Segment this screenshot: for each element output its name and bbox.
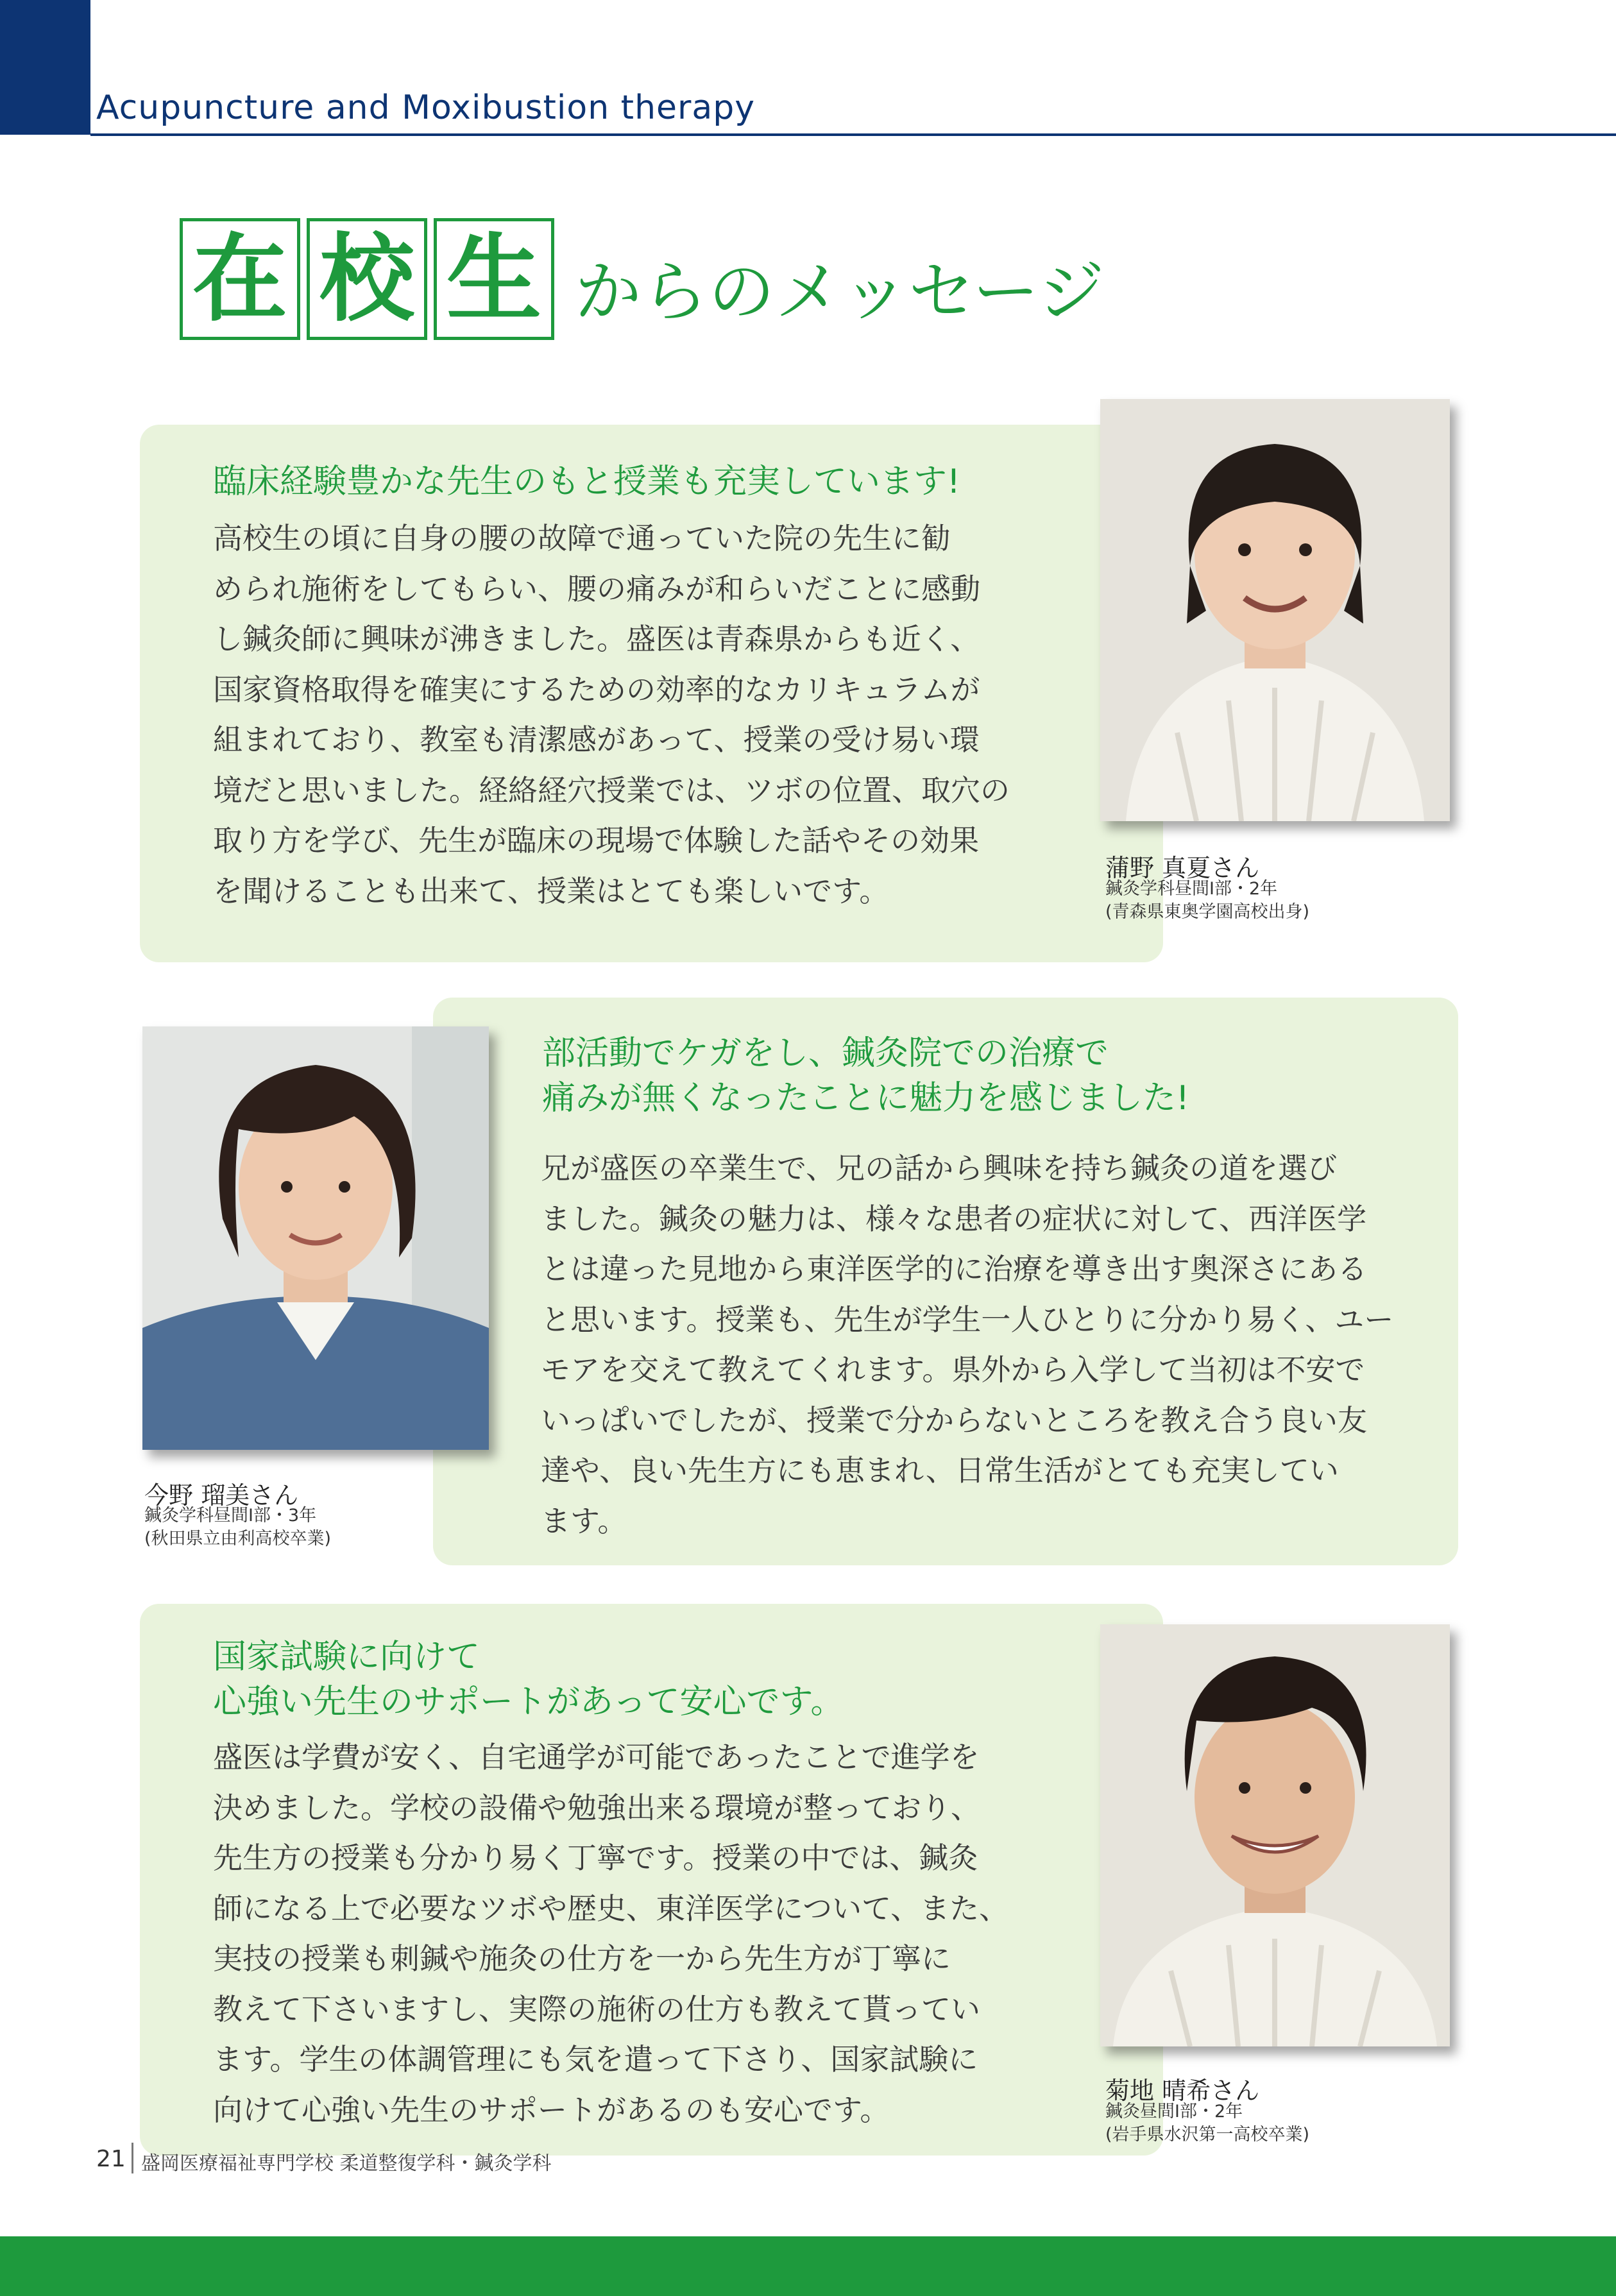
student-meta-2 — [144, 1504, 331, 1551]
header-corner-block — [0, 0, 90, 135]
title-rest: からのメッセージ — [575, 253, 1105, 331]
body-line: ます。学生の体調管理にも気を遣って下さり、国家試験に — [213, 2042, 978, 2077]
heading-line: 部活動でケガをし、鍼灸院での治療で — [542, 1034, 1109, 1073]
title-kanji-1: 在 — [180, 218, 300, 340]
heading-line: 心強い先生のサポートがあって安心です。 — [213, 1683, 844, 1721]
message-heading-2 — [542, 1031, 1189, 1121]
header-rule — [90, 133, 1616, 136]
body-line: ました。鍼灸の魅力は、様々な患者の症状に対して、西洋医学 — [541, 1201, 1367, 1236]
body-line: し鍼灸師に興味が沸きました。盛医は青森県からも近く、 — [213, 622, 980, 656]
student-school-2: (秋田県立由利高校卒業) — [144, 1529, 332, 1549]
student-course-2: 鍼灸学科昼間I部・3年 — [144, 1506, 317, 1526]
title-kanji-2: 校 — [307, 218, 427, 340]
body-line: 高校生の頃に自身の腰の故障で通っていた院の先生に勧 — [213, 521, 951, 556]
student-school-3: (岩手県水沢第一高校卒業) — [1105, 2125, 1310, 2145]
footer-school-name: 盛岡医療福祉専門学校 柔道整復学科・鍼灸学科 — [141, 2152, 552, 2175]
heading-line: 臨床経験豊かな先生のもと授業も充実しています! — [213, 463, 960, 501]
body-line: 決めました。学校の設備や勉強出来る環境が整っており、 — [213, 1790, 980, 1825]
body-line: 師になる上で必要なツボや歴史、東洋医学について、また、 — [213, 1891, 1009, 1926]
body-line: とは違った見地から東洋医学的に治療を導き出す奥深さにある — [541, 1252, 1367, 1286]
header-title: Acupuncture and Moxibustion therapy — [96, 89, 756, 127]
body-line: 達や、良い先生方にも恵まれ、日常生活がとても充実してい — [541, 1453, 1339, 1488]
body-line: 国家資格取得を確実にするための効率的なカリキュラムが — [213, 672, 980, 707]
body-line: められ施術をしてもらい、腰の痛みが和らいだことに感動 — [213, 571, 980, 606]
message-heading-1 — [213, 459, 960, 504]
body-line: 向けて心強い先生のサポートがあるのも安心です。 — [213, 2092, 890, 2127]
page-title — [180, 212, 1105, 340]
student-photo-2 — [142, 1026, 489, 1450]
message-body-3 — [213, 1732, 1008, 2135]
heading-line: 国家試験に向けて — [213, 1638, 481, 1676]
footer-divider — [132, 2143, 133, 2173]
student-name-3: 菊地 晴希さん — [1105, 2077, 1260, 2105]
student-course-3: 鍼灸昼間I部・2年 — [1105, 2102, 1243, 2122]
body-line: ます。 — [541, 1503, 627, 1538]
student-photo-1 — [1100, 399, 1450, 821]
body-line: 盛医は学費が安く、自宅通学が可能であったことで進学を — [213, 1740, 980, 1774]
title-kanji-3: 生 — [434, 218, 554, 340]
student-school-1: (青森県東奥学園高校出身) — [1105, 902, 1310, 922]
student-meta-1 — [1105, 878, 1309, 924]
page-number: 21 — [96, 2146, 126, 2172]
body-line: 取り方を学び、先生が臨床の現場で体験した話やその効果 — [213, 823, 980, 858]
student-course-1: 鍼灸学科昼間I部・2年 — [1105, 879, 1278, 899]
body-line: 実技の授業も刺鍼や施灸の仕方を一から先生方が丁寧に — [213, 1941, 951, 1976]
student-photo-3 — [1100, 1624, 1450, 2046]
body-line: モアを交えて教えてくれます。県外から入学して当初は不安で — [541, 1352, 1365, 1387]
body-line: 先生方の授業も分かり易く丁寧です。授業の中では、鍼灸 — [213, 1841, 978, 1875]
body-line: を聞けることも出来て、授業はとても楽しいです。 — [213, 873, 889, 908]
student-meta-3 — [1105, 2100, 1309, 2147]
message-heading-3 — [213, 1635, 844, 1724]
body-line: と思います。授業も、先生が学生一人ひとりに分かり易く、ユー — [541, 1302, 1394, 1337]
message-body-1 — [213, 513, 1010, 916]
footer-bar — [0, 2236, 1616, 2296]
body-line: 境だと思いました。経絡経穴授業では、ツボの位置、取穴の — [213, 772, 1010, 808]
student-name-2: 今野 瑠美さん — [144, 1481, 299, 1509]
heading-line: 痛みが無くなったことに魅力を感じました! — [542, 1079, 1189, 1118]
body-line: 兄が盛医の卒業生で、兄の話から興味を持ち鍼灸の道を選び — [541, 1151, 1338, 1186]
body-line: 教えて下さいますし、実際の施術の仕方も教えて貰ってい — [213, 1991, 980, 2027]
body-line: 組まれており、教室も清潔感があって、授業の受け易い環 — [213, 722, 980, 757]
student-name-1: 蒲野 真夏さん — [1105, 854, 1260, 882]
body-line: いっぱいでしたが、授業で分からないところを教え合う良い友 — [541, 1402, 1367, 1438]
message-body-2 — [541, 1143, 1393, 1546]
